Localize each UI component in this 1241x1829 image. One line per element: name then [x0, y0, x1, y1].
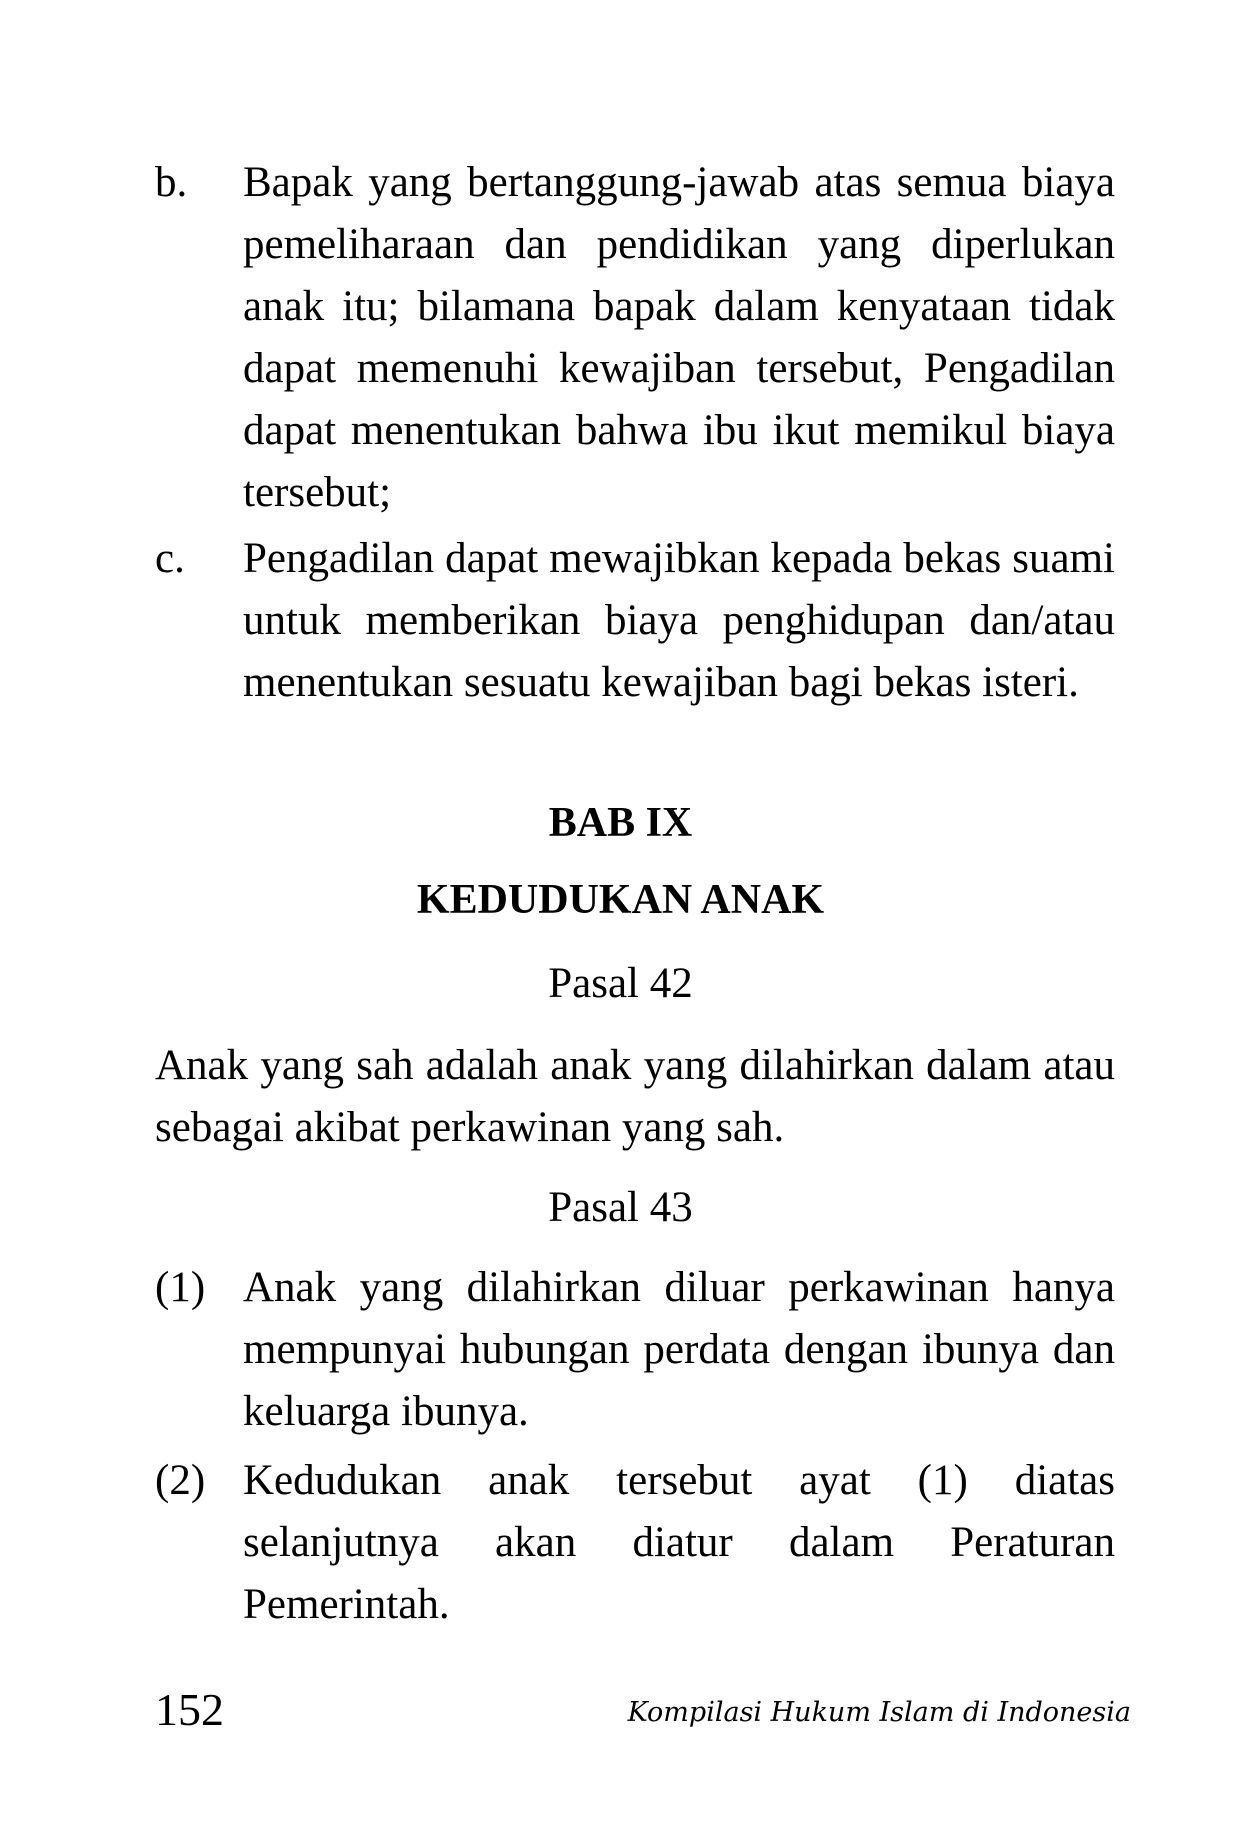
pasal-43-item-2: [155, 1450, 1115, 1636]
chapter-title: KEDUDUKAN ANAK: [416, 877, 825, 923]
pasal-42-title: Pasal 42: [548, 960, 693, 1007]
pasal-42-text: Anak yang sah adalah anak yang dilahirkan dalam atau sebagai akibat perkawinan yang sah.: [155, 1042, 1115, 1151]
list-marker: b.: [155, 159, 188, 206]
running-footer-title: Kompilasi Hukum Islam di Indonesia: [627, 1697, 1131, 1728]
list-marker: (1): [155, 1264, 206, 1311]
list-item-b: [155, 152, 1115, 524]
list-marker: c.: [155, 535, 185, 582]
list-item-c: [155, 528, 1115, 714]
page-number: 152: [155, 1684, 224, 1735]
list-item-text: Anak yang dilahirkan diluar perkawinan hanya mempunyai hubungan perdata dengan ibunya dan keluarga ibunya.: [243, 1264, 1115, 1435]
pasal-43-item-1: [155, 1257, 1115, 1443]
list-item-text: Kedudukan anak tersebut ayat (1) diatas selanjutnya akan diatur dalam Peraturan Pemerintah.: [243, 1457, 1115, 1628]
list-item-text: Bapak yang bertanggung-jawab atas semua biaya pemeliharaan dan pendidikan yang diperlukan anak itu; bilamana bapak dalam kenyataan tidak dapat memenuhi kewajiban tersebut, Pengadilan dapat menentukan bahwa ibu ikut memikul biaya tersebut;: [243, 159, 1115, 516]
pasal-43-title: Pasal 43: [548, 1184, 693, 1231]
list-marker: (2): [155, 1457, 206, 1504]
chapter-number: BAB IX: [548, 800, 693, 846]
list-item-text: Pengadilan dapat mewajibkan kepada bekas suami untuk memberikan biaya penghidupan dan/atau menentukan sesuatu kewajiban bagi bekas isteri.: [243, 535, 1115, 706]
